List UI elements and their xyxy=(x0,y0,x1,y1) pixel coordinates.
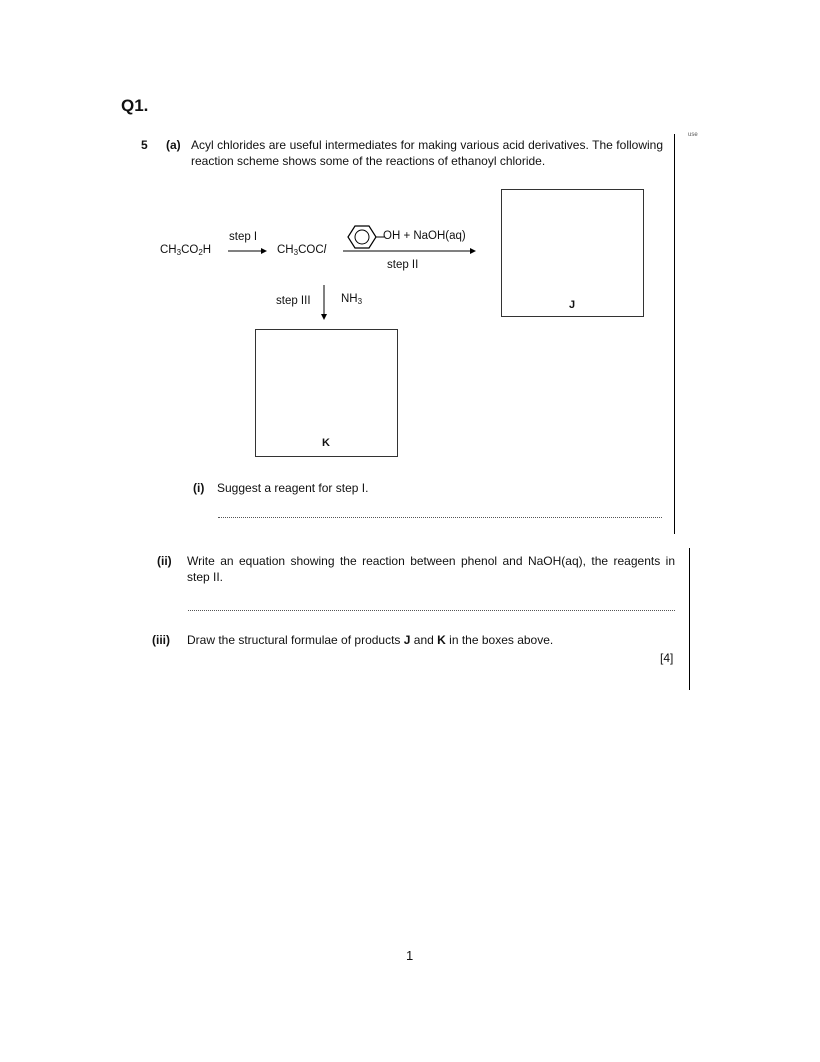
part-ii-label: (ii) xyxy=(157,554,172,568)
step-3-reagent: $NH_3$ xyxy=(341,293,363,306)
question-title: Q1. xyxy=(121,96,149,115)
ethanoyl-chloride-formula: $CH_3COCl$ xyxy=(277,244,327,257)
margin-rule-lower xyxy=(689,548,690,690)
step-1-label: step I xyxy=(229,231,258,243)
page-number: 1 xyxy=(406,948,414,963)
part-ii-text: Write an equation showing the reaction between phenol and NaOH(aq), the reagents in step II. xyxy=(187,554,675,584)
part-i-text: Suggest a reagent for step I. xyxy=(217,481,369,495)
step-1-arrow xyxy=(228,246,268,256)
marks: [4] xyxy=(660,651,674,665)
step-3-arrow xyxy=(319,285,329,321)
part-iii-label: (iii) xyxy=(152,633,170,647)
part-iii-text: Draw the structural formulae of products J and K in the boxes above. xyxy=(187,633,554,647)
part-a-intro: Acyl chlorides are useful intermediates for making various acid derivatives. The following reaction scheme shows some of the reactions of ethanoyl chloride. xyxy=(191,138,663,168)
box-k-label: K xyxy=(322,437,330,449)
part-a-label: (a) xyxy=(166,138,181,152)
answer-line-i[interactable] xyxy=(218,517,662,518)
question-number: 5 xyxy=(141,138,148,152)
ethanoic-acid-formula: $CH_3CO_2H$ xyxy=(160,244,212,257)
step-2-arrow xyxy=(343,246,477,256)
part-i-label: (i) xyxy=(193,481,205,495)
step-3-label: step III xyxy=(276,295,311,307)
step-2-reagent: OH + NaOH(aq) xyxy=(383,230,466,242)
answer-box-j[interactable] xyxy=(501,189,644,317)
margin-note: use xyxy=(688,132,698,138)
box-j-label: J xyxy=(569,299,576,311)
margin-rule-upper xyxy=(674,134,675,534)
answer-line-ii[interactable] xyxy=(188,610,675,611)
step-2-label: step II xyxy=(387,259,419,271)
